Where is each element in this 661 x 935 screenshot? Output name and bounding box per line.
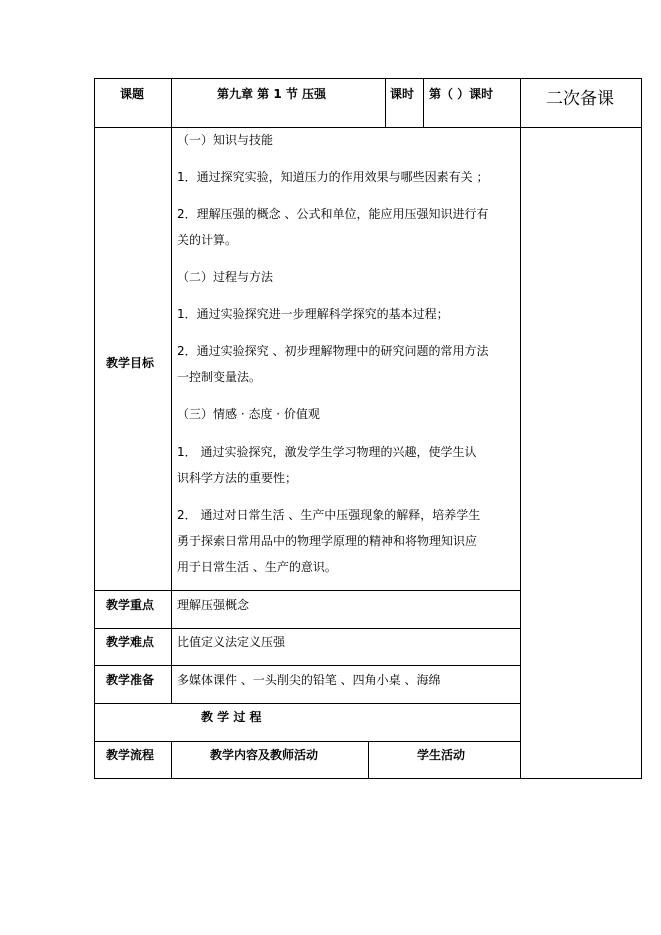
- student-activity-label: 学生活动: [417, 748, 466, 762]
- objectives-label: 教学目标: [106, 356, 155, 370]
- topic-label: 课题: [120, 87, 145, 101]
- objective-line: 一控制变量法。: [177, 370, 262, 384]
- topic-value: 第九章 第 1 节 压强: [217, 87, 327, 101]
- objective-line: 识科学方法的重要性；: [177, 471, 298, 485]
- difficulty-value: 比值定义法定义压强: [177, 635, 286, 649]
- process-title: 教 学 过 程: [201, 710, 262, 724]
- table-border-right: [641, 78, 642, 779]
- row-divider-process: [94, 741, 521, 742]
- teacher-content-label: 教学内容及教师活动: [210, 748, 319, 762]
- objective-line: （一）知识与技能: [177, 133, 274, 147]
- objective-line: 勇于探索日常用品中的物理学原理的精神和将物理知识应: [177, 534, 478, 548]
- objective-line: 2．理解压强的概念 、公式和单位，能应用压强知识进行有: [177, 207, 489, 221]
- preparation-label: 教学准备: [106, 673, 155, 687]
- objective-line: 1．通过探究实验，知道压力的作用效果与哪些因素有关 ；: [177, 170, 489, 184]
- objective-line: 2． 通过对日常生活 、生产中压强现象的解释，培养学生: [177, 508, 481, 522]
- preparation-value: 多媒体课件 、一头削尖的铅笔 、四角小桌 、海绵: [177, 673, 441, 687]
- row-divider-key-point: [94, 628, 521, 629]
- objective-line: （二）过程与方法: [177, 270, 274, 284]
- table-border-left: [94, 78, 95, 779]
- table-border-top: [94, 78, 642, 79]
- row-divider-header: [94, 127, 642, 128]
- col-divider-label: [171, 78, 172, 704]
- key-point-value: 理解压强概念: [177, 598, 250, 612]
- col-divider-label-flow: [171, 741, 172, 779]
- col-divider-period-label-right: [423, 78, 424, 128]
- period-label: 课时: [390, 87, 415, 101]
- objective-line: 1． 通过实验探究，激发学生学习物理的兴趣，使学生认: [177, 445, 477, 459]
- period-value: 第（ ）课时: [429, 87, 494, 101]
- second-prep-heading: 二次备课: [546, 89, 614, 109]
- objective-line: 用于日常生活 、生产的意识。: [177, 560, 337, 574]
- objective-line: 1．通过实验探究进一步理解科学探究的基本过程；: [177, 307, 449, 321]
- col-divider-main-right: [520, 78, 521, 779]
- row-divider-difficulty: [94, 665, 521, 666]
- difficulty-label: 教学难点: [106, 635, 155, 649]
- objective-line: 2．通过实验探究 、初步理解物理中的研究问题的常用方法: [177, 344, 489, 358]
- flow-label: 教学流程: [106, 748, 155, 762]
- col-divider-period-label-left: [385, 78, 386, 128]
- objective-line: 关的计算。: [177, 233, 238, 247]
- row-divider-objectives: [94, 590, 521, 591]
- row-divider-preparation: [94, 703, 521, 704]
- objective-line: （三）情感 · 态度 · 价值观: [177, 407, 320, 421]
- col-divider-student: [368, 741, 369, 779]
- key-point-label: 教学重点: [106, 598, 155, 612]
